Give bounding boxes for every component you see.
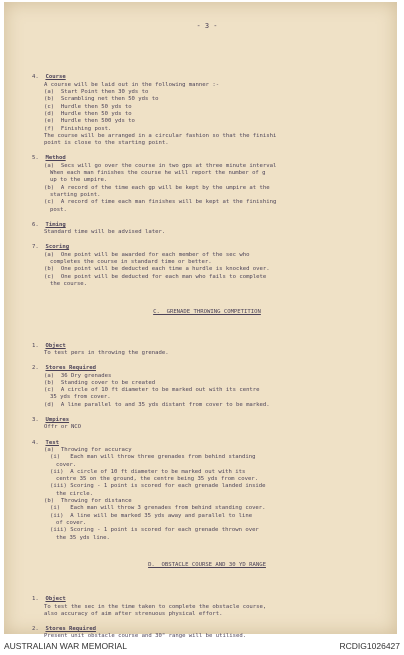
text-line: 35 yds from cover. [50,394,111,401]
section-heading [32,155,382,162]
text-line: (iii) Scoring - 1 point is scored for each grenade landed inside [50,483,266,490]
section-heading [32,74,382,81]
text-line: The course will be arranged in a circular fashion so that the finishi [44,132,277,139]
text-line: (b) Standing cover to be created [44,379,156,386]
text-line: (c) A record of time each man finishes will be kept at the finishing [44,199,277,206]
section [32,440,382,542]
text-line: completes the course in standard time or better. [50,259,212,266]
section-number: 4. [32,74,46,81]
part-c-sections [32,343,382,542]
text-line: (ii) A line will be marked 35 yds away and parallel to line [50,512,253,519]
text-line: (d) Hurdle then 50 yds to [44,110,132,117]
text-line: (c) One point will be deducted for each man who fails to complete [44,273,267,280]
text-line: also accuracy of aim after strenuous physical effort. [44,610,223,617]
section-heading [32,440,382,447]
section-title: Course [45,74,66,81]
section-heading [32,343,382,350]
archive-footer [0,638,404,654]
section-title: Umpires [45,417,70,424]
part-d-title: D. OBSTACLE COURSE AND 30 YD RANGE [148,562,266,569]
part-c-title: C. GRENADE THROWING COMPETITION [153,308,261,315]
text-line: (ii) A circle of 10 ft diameter to be marked out with its [50,468,246,475]
section-heading [32,365,382,372]
section-heading [32,596,382,603]
section-heading [32,244,382,251]
page-number: - 3 - [196,21,218,30]
section [32,74,382,147]
text-line: (a) Start Point then 30 yds to [44,89,149,96]
section-heading [32,222,382,229]
section [32,343,382,358]
section-number: 3. [32,417,46,424]
section-number: 6. [32,221,46,228]
text-line: Standard time will be advised later. [44,229,166,236]
section-title: Stores Required [45,626,97,633]
document-text [32,8,382,655]
section-heading [32,626,382,633]
text-line: (iii) Scoring - 1 point is scored for each grenade thrown over [50,527,259,534]
part-b-sections [32,74,382,288]
section-title: Scoring [45,244,70,251]
text-line: To test the sec in the time taken to complete the obstacle course, [44,603,267,610]
text-line: of cover. [56,519,87,526]
section [32,417,382,432]
section-title: Object [45,596,66,603]
text-line: (b) Scrambling net then 50 yds to [44,96,159,103]
text-line: the 35 yds line. [56,534,110,541]
text-line: the circle. [56,490,94,497]
text-line: To test pers in throwing the grenade. [44,349,169,356]
section [32,244,382,288]
text-line: (i) Each man will throw three grenades from behind standing [50,454,256,461]
archive-name: AUSTRALIAN WAR MEMORIAL [4,641,127,651]
section-number: 4. [32,439,46,446]
section-title: Object [45,342,66,349]
text-line: (a) Secs will go over the course in two gps at three minute interval [44,162,277,169]
text-line: (b) Throwing for distance [44,498,132,505]
text-line: starting point. [50,191,101,198]
text-line: (c) Hurdle then 50 yds to [44,103,132,110]
text-line: Offr or NCO [44,424,82,431]
text-line: (e) Hurdle then 500 yds to [44,118,135,125]
text-line: Present unit obstacle course and 30" range will be utilised. [44,633,247,640]
text-line: (b) A record of the time each gp will be kept by the umpire at the [44,184,270,191]
text-line: the course. [50,280,88,287]
text-line: centre 35 on the ground, the centre being 35 yds from cover. [56,476,259,483]
text-line: (i) Each man will throw 3 grenades from behind standing cover. [50,505,266,512]
text-line: A course will be laid out in the following manner :- [44,81,220,88]
part-d-sections [32,596,382,640]
text-line: When each man finishes the course he will report the number of g [50,170,266,177]
document-page [4,2,397,640]
section [32,222,382,237]
section-title: Test [45,439,59,446]
section-title: Timing [45,221,66,228]
text-line: (c) A circle of 10 ft diameter to be marked out with its centre [44,387,260,394]
text-line: cover. [56,461,77,468]
archive-id: RCDIG1026427 [339,641,400,651]
text-line: (b) One point will be deducted each time a hurdle is knocked over. [44,266,270,273]
text-line: (a) 36 Dry grenades [44,372,112,379]
section-number: 1. [32,596,46,603]
section-title: Stores Required [45,365,97,372]
text-line: (f) Finishing post. [44,125,112,132]
text-line: (a) Throwing for accuracy [44,446,132,453]
text-line: post. [50,206,67,213]
section [32,365,382,409]
section-number: 7. [32,244,46,251]
text-line: up to the umpire. [50,177,108,184]
section-number: 1. [32,342,46,349]
text-line: point is close to the starting point. [44,140,169,147]
section [32,155,382,213]
section-number: 5. [32,155,46,162]
section-number: 2. [32,365,46,372]
section-number: 2. [32,626,46,633]
section-title: Method [45,155,66,162]
section [32,596,382,618]
section-heading [32,417,382,424]
text-line: (a) One point will be awarded for each member of the sec who [44,251,250,258]
text-line: (d) A line parallel to and 35 yds distant from cover to be marked. [44,401,270,408]
